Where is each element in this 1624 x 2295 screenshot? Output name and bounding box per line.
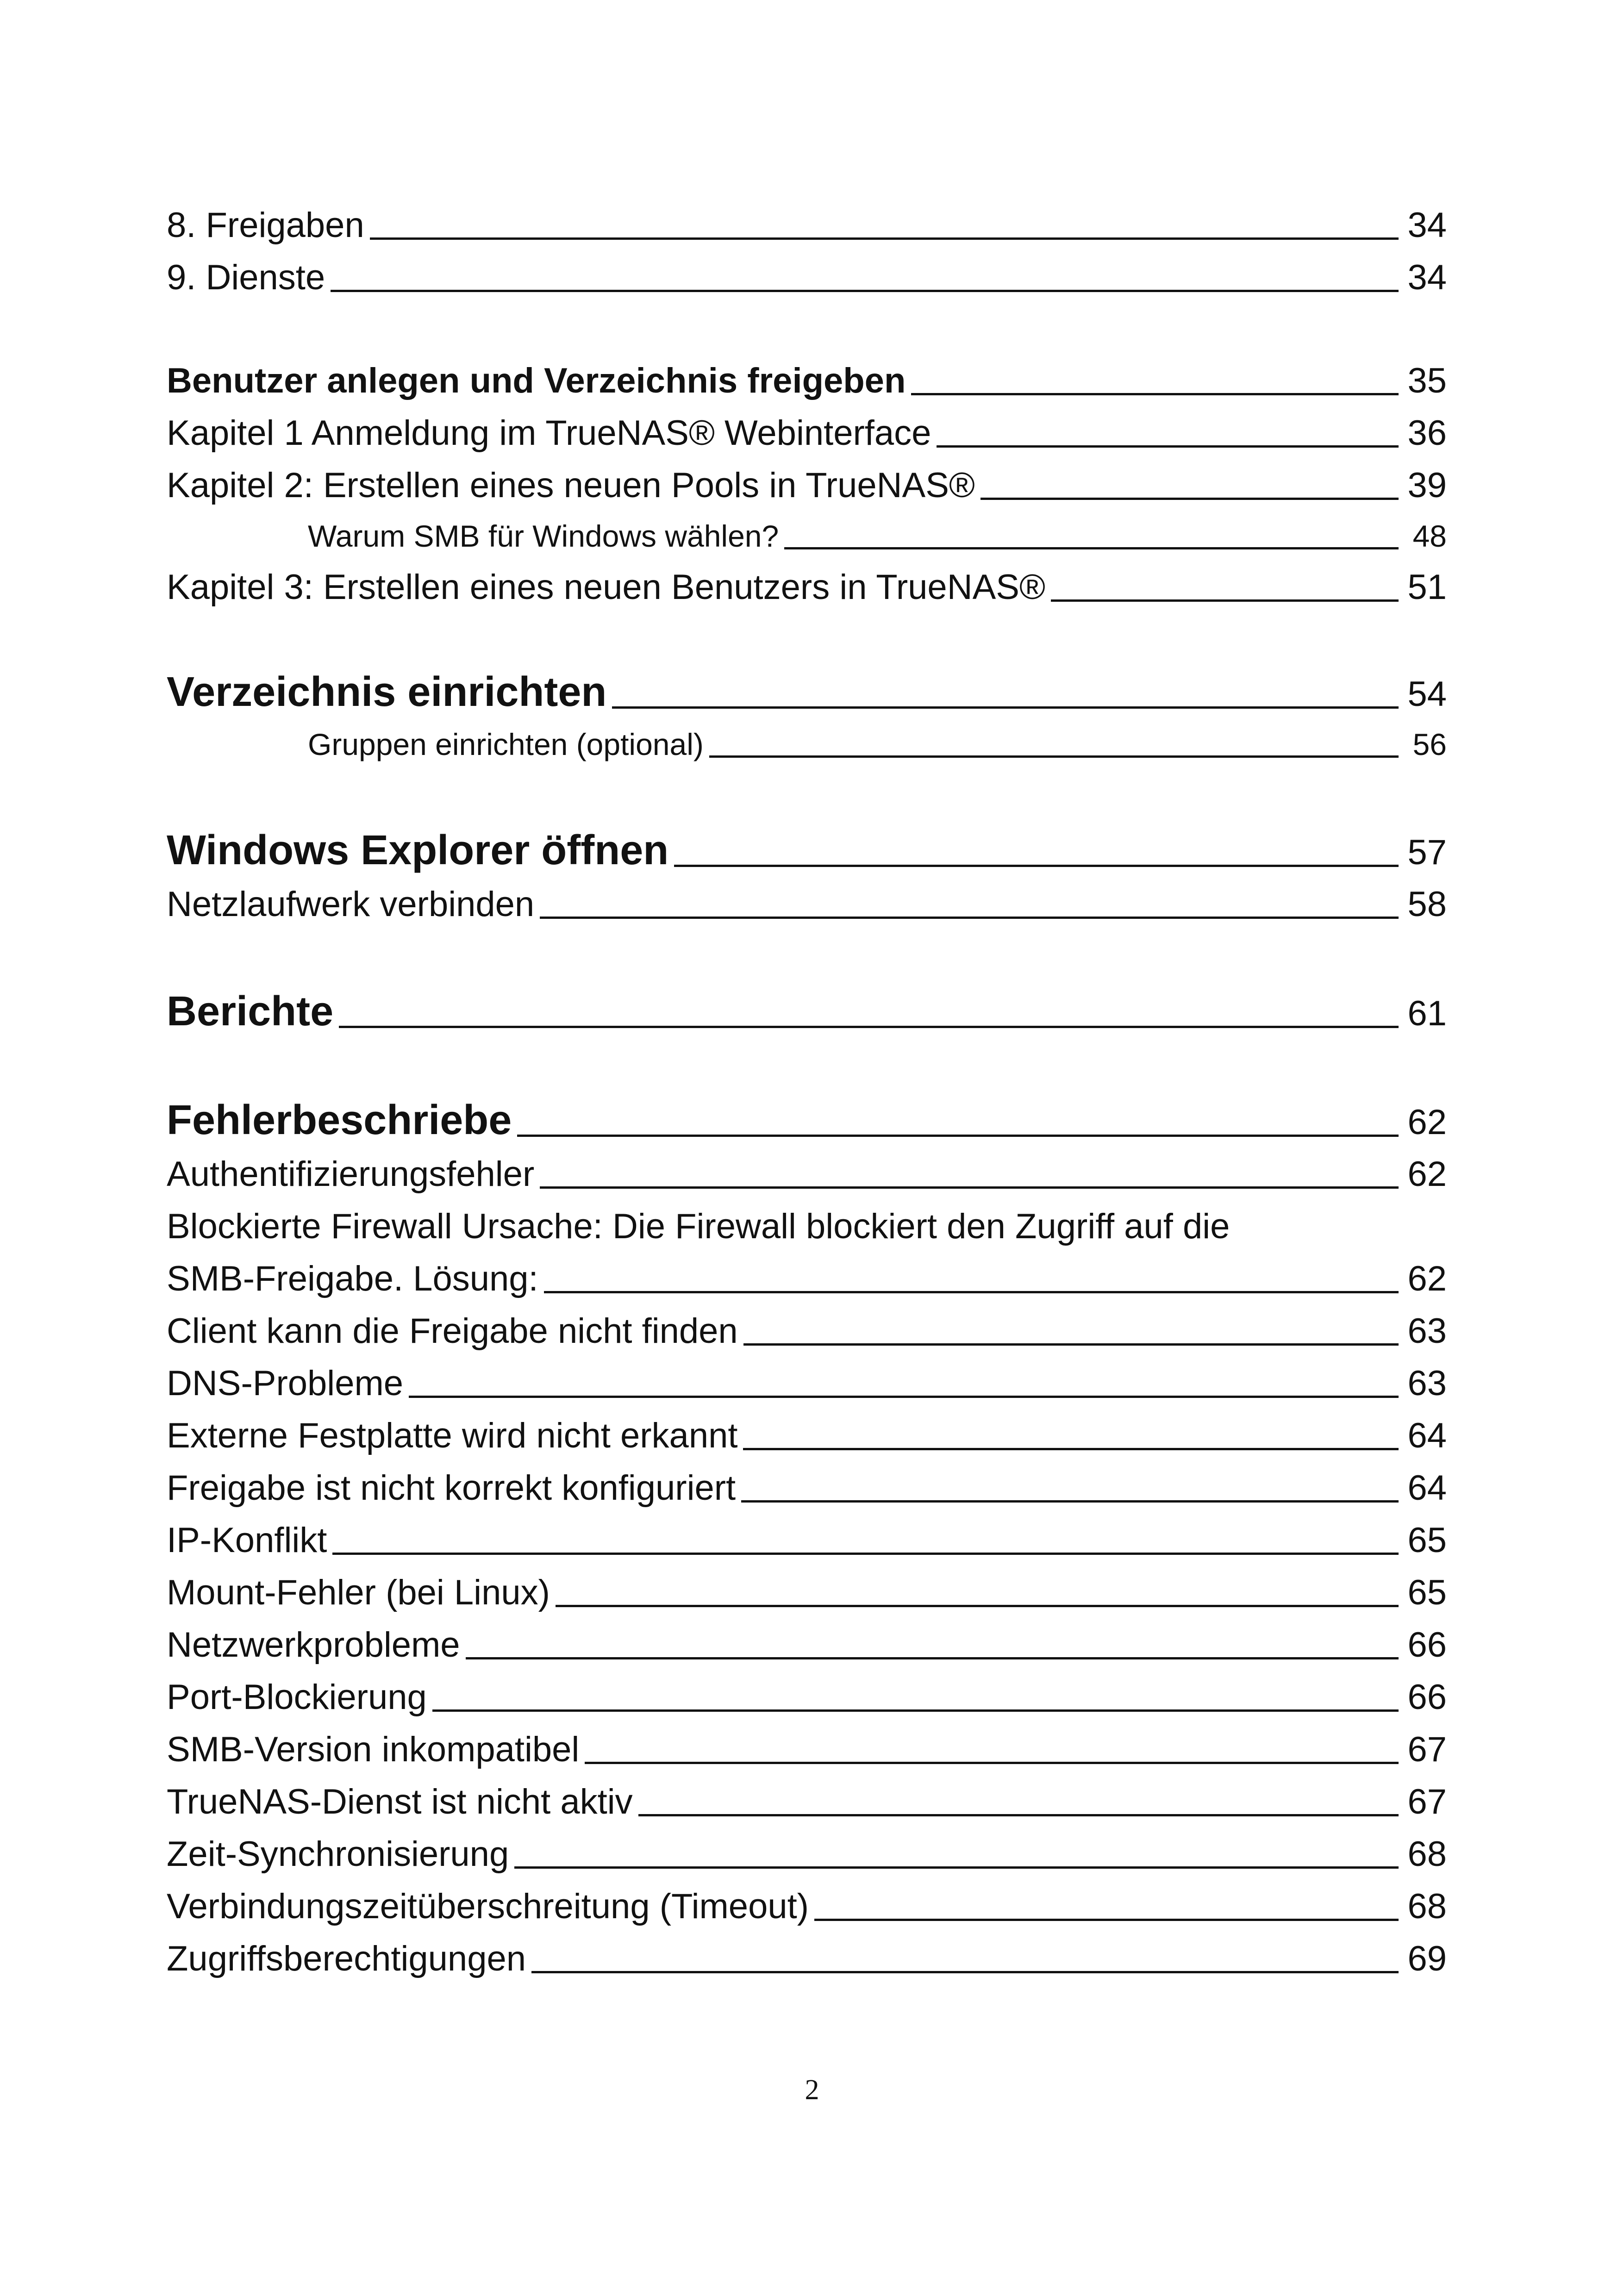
toc-entry-page: 68: [1407, 1887, 1447, 1926]
section-gap: [167, 613, 1447, 664]
toc-entry[interactable]: [167, 1305, 1447, 1357]
toc-entry[interactable]: [167, 407, 1447, 459]
toc-entry-page: 66: [1407, 1625, 1447, 1665]
toc-entry-title: Warum SMB für Windows wählen?: [308, 519, 779, 553]
toc-entry-page: 62: [1407, 1103, 1447, 1142]
toc-entry[interactable]: [167, 1880, 1447, 1933]
toc-entry-title: Gruppen einrichten (optional): [308, 727, 704, 761]
toc-entry-title: Netzwerkprobleme: [167, 1625, 460, 1665]
toc-entry-page: 39: [1407, 466, 1447, 505]
toc-entry-title: Berichte: [167, 988, 334, 1035]
toc-entry-title: Blockierte Firewall Ursache: Die Firewall blockiert den Zugriff auf die: [167, 1207, 1230, 1246]
toc-entry-heading[interactable]: [167, 664, 1447, 720]
toc-entry[interactable]: [167, 1619, 1447, 1671]
toc-entry-heading[interactable]: [167, 823, 1447, 878]
toc-entry-page: 65: [1407, 1521, 1447, 1560]
toc-entry-section[interactable]: [167, 355, 1447, 407]
toc-entry-page: 61: [1407, 994, 1447, 1033]
toc-entry[interactable]: [167, 1357, 1447, 1409]
toc-entry-title: Client kann die Freigabe nicht finden: [167, 1311, 738, 1351]
toc-entry[interactable]: [167, 561, 1447, 613]
toc-entry-title: Zeit-Synchronisierung: [167, 1834, 509, 1874]
toc-entry-title: 8. Freigaben: [167, 206, 364, 245]
toc-leader-line: [911, 393, 1399, 395]
toc-entry-title: Mount-Fehler (bei Linux): [167, 1573, 550, 1612]
toc-entry-title: Benutzer anlegen und Verzeichnis freigeben: [167, 361, 906, 400]
toc-entry-title: Windows Explorer öffnen: [167, 827, 669, 873]
toc-entry-title: DNS-Probleme: [167, 1364, 404, 1403]
toc-leader-line: [937, 445, 1399, 448]
toc-leader-line: [709, 755, 1399, 758]
toc-leader-line: [517, 1135, 1399, 1137]
toc-leader-line: [339, 1026, 1399, 1028]
toc-entry-title: 9. Dienste: [167, 258, 325, 297]
toc-entry-title: Kapitel 3: Erstellen eines neuen Benutzers in TrueNAS®: [167, 568, 1045, 607]
toc-entry-title: Kapitel 1 Anmeldung im TrueNAS® Webinterface: [167, 413, 931, 453]
toc-entry-title: Netzlaufwerk verbinden: [167, 885, 535, 924]
toc-leader-line: [814, 1919, 1399, 1921]
toc-entry[interactable]: [167, 1253, 1447, 1305]
toc-entry-page: 35: [1407, 361, 1447, 400]
toc-entry-page: 63: [1407, 1364, 1447, 1403]
toc-leader-line: [331, 290, 1399, 292]
toc-entry-heading[interactable]: [167, 984, 1447, 1039]
toc-entry-title: Freigabe ist nicht korrekt konfiguriert: [167, 1468, 736, 1508]
toc-entry-title: TrueNAS-Dienst ist nicht aktiv: [167, 1782, 633, 1821]
toc-entry-page: 64: [1407, 1416, 1447, 1455]
toc-entry-title: IP-Konflikt: [167, 1521, 327, 1560]
toc-leader-line: [409, 1396, 1399, 1398]
toc-entry-title: Authentifizierungsfehler: [167, 1154, 535, 1194]
toc-entry-title: Zugriffsberechtigungen: [167, 1939, 526, 1978]
toc-entry[interactable]: [167, 1776, 1447, 1828]
toc-entry[interactable]: [167, 1462, 1447, 1514]
toc-entry-page: 51: [1407, 568, 1447, 607]
section-gap: [167, 769, 1447, 823]
toc-entry[interactable]: [167, 1933, 1447, 1985]
toc-entry-sub[interactable]: [167, 720, 1447, 769]
toc-entry[interactable]: [167, 1723, 1447, 1776]
toc-entry-page: 67: [1407, 1730, 1447, 1769]
toc-entry-page: 64: [1407, 1468, 1447, 1508]
toc-entry-page: 63: [1407, 1311, 1447, 1351]
toc-entry-page: 69: [1407, 1939, 1447, 1978]
toc-entry-page: 56: [1412, 727, 1447, 761]
toc-entry[interactable]: [167, 1671, 1447, 1723]
toc-entry[interactable]: [167, 459, 1447, 511]
toc-entry[interactable]: [167, 251, 1447, 304]
toc-leader-line: [741, 1500, 1399, 1503]
toc-entry-title: Verzeichnis einrichten: [167, 669, 607, 715]
toc-entry-title: SMB-Version inkompatibel: [167, 1730, 580, 1769]
toc-entry[interactable]: [167, 1148, 1447, 1200]
toc-entry[interactable]: [167, 878, 1447, 930]
toc-leader-line: [544, 1291, 1399, 1293]
toc-entry-title: Verbindungszeitüberschreitung (Timeout): [167, 1887, 809, 1926]
toc-entry-page: 66: [1407, 1678, 1447, 1717]
toc-leader-line: [612, 706, 1399, 709]
toc-entry[interactable]: [167, 1828, 1447, 1880]
toc-entry-title: Externe Festplatte wird nicht erkannt: [167, 1416, 738, 1455]
toc-entry-page: 48: [1412, 519, 1447, 553]
toc-leader-line: [540, 1186, 1399, 1189]
toc-leader-line: [432, 1709, 1399, 1712]
toc-entry-page: 65: [1407, 1573, 1447, 1612]
page-number: 2: [805, 2074, 819, 2106]
section-gap: [167, 930, 1447, 984]
toc-entry-page: 54: [1407, 674, 1447, 714]
toc-entry-page: 68: [1407, 1834, 1447, 1874]
toc-leader-line: [784, 547, 1399, 549]
toc-leader-line: [531, 1971, 1399, 1973]
toc-entry-title: SMB-Freigabe. Lösung:: [167, 1259, 538, 1298]
toc-leader-line: [332, 1553, 1399, 1555]
toc-leader-line: [540, 917, 1399, 919]
toc-entry-wrapped-line[interactable]: [167, 1200, 1447, 1253]
toc-entry[interactable]: [167, 1409, 1447, 1462]
toc-leader-line: [466, 1657, 1399, 1659]
toc-entry-page: 62: [1407, 1154, 1447, 1194]
toc-entry-heading[interactable]: [167, 1092, 1447, 1148]
toc-leader-line: [370, 237, 1399, 240]
toc-entry-page: 36: [1407, 413, 1447, 453]
toc-entry[interactable]: [167, 1566, 1447, 1619]
toc-entry-page: 34: [1407, 206, 1447, 245]
toc-leader-line: [556, 1605, 1399, 1607]
toc-entry[interactable]: [167, 199, 1447, 251]
toc-leader-line: [514, 1866, 1399, 1869]
toc-entry-sub[interactable]: [167, 511, 1447, 561]
section-gap: [167, 304, 1447, 355]
toc-entry-page: 58: [1407, 885, 1447, 924]
toc-entry-title: Fehlerbeschriebe: [167, 1097, 512, 1143]
toc-entry-page: 67: [1407, 1782, 1447, 1821]
toc-leader-line: [743, 1448, 1399, 1450]
table-of-contents: [167, 199, 1447, 1985]
toc-leader-line: [638, 1814, 1399, 1816]
toc-leader-line: [743, 1343, 1399, 1346]
toc-entry-page: 34: [1407, 258, 1447, 297]
toc-entry-title: Port-Blockierung: [167, 1678, 427, 1717]
toc-leader-line: [674, 865, 1399, 867]
toc-leader-line: [1051, 599, 1399, 602]
toc-leader-line: [585, 1762, 1399, 1764]
toc-leader-line: [981, 498, 1399, 500]
toc-entry-title: Kapitel 2: Erstellen eines neuen Pools in TrueNAS®: [167, 466, 975, 505]
toc-entry[interactable]: [167, 1514, 1447, 1566]
toc-entry-page: 62: [1407, 1259, 1447, 1298]
toc-entry-page: 57: [1407, 833, 1447, 872]
section-gap: [167, 1039, 1447, 1092]
